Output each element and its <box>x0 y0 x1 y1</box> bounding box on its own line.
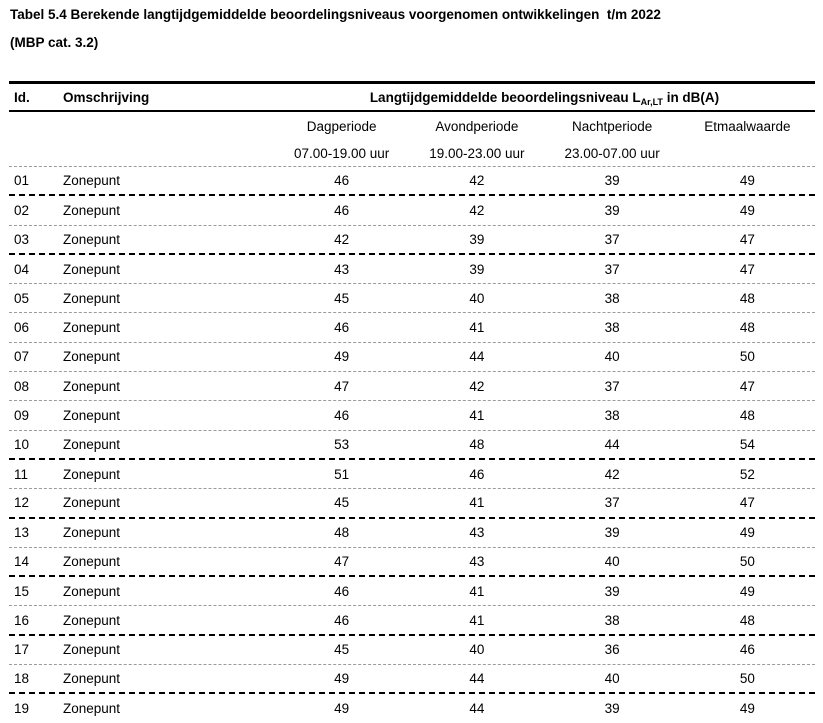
cell-nachtperiode-value: 37 <box>604 495 620 511</box>
cell-description: Zonepunt <box>63 495 121 511</box>
table-row <box>9 313 815 342</box>
cell-description: Zonepunt <box>63 320 121 336</box>
cell-dagperiode-value: 46 <box>334 612 350 628</box>
cell-id: 06 <box>14 320 30 336</box>
cell-avondperiode-value: 40 <box>469 642 485 658</box>
cell-id: 03 <box>14 231 30 247</box>
col-header-etmaalwaarde: Etmaalwaarde <box>704 119 791 134</box>
group-header-subscript: Ar,LT <box>640 96 663 107</box>
cell-etmaalwaarde-value: 47 <box>739 261 755 277</box>
table-row <box>9 548 815 577</box>
cell-id: 04 <box>14 261 30 277</box>
period-header-row <box>9 112 815 141</box>
cell-etmaalwaarde-value: 48 <box>739 408 755 424</box>
cell-id: 19 <box>14 700 30 716</box>
table-row <box>9 284 815 313</box>
cell-nachtperiode-value: 37 <box>604 231 620 247</box>
cell-description: Zonepunt <box>63 349 121 365</box>
table-row <box>9 196 815 225</box>
cell-avondperiode-value: 42 <box>469 173 485 189</box>
cell-avondperiode-value: 41 <box>469 583 485 599</box>
cell-description: Zonepunt <box>63 173 121 189</box>
cell-avondperiode-value: 44 <box>469 671 485 687</box>
table-row <box>9 372 815 401</box>
table-row <box>9 431 815 460</box>
cell-nachtperiode-value: 38 <box>604 320 620 336</box>
time-label-dagperiode: 07.00-19.00 uur <box>293 146 390 161</box>
cell-avondperiode-value: 43 <box>469 554 485 569</box>
cell-dagperiode-value: 46 <box>334 202 350 218</box>
group-header-prefix: Langtijdgemiddelde beoordelingsniveau L <box>369 89 641 105</box>
cell-description: Zonepunt <box>63 436 121 452</box>
cell-id: 08 <box>14 378 30 394</box>
cell-avondperiode-value: 46 <box>469 466 485 482</box>
cell-description: Zonepunt <box>63 525 121 541</box>
col-header-description: Omschrijving <box>63 89 150 105</box>
cell-nachtperiode-value: 39 <box>604 583 620 599</box>
cell-id: 11 <box>14 466 29 482</box>
cell-dagperiode-value: 51 <box>334 466 350 482</box>
table-title: Tabel 5.4 Berekende langtijdgemiddelde beoordelingsniveaus voorgenomen ontwikkelingen t/m 2022 <box>10 7 661 22</box>
table-row <box>9 226 815 255</box>
time-header-row <box>9 141 815 167</box>
table-body <box>9 167 815 723</box>
cell-id: 17 <box>14 642 30 658</box>
cell-description: Zonepunt <box>63 700 121 716</box>
col-header-id: Id. <box>14 89 30 105</box>
cell-id: 02 <box>14 202 30 218</box>
cell-id: 05 <box>14 290 30 306</box>
table-row <box>9 489 815 518</box>
cell-avondperiode-value: 44 <box>469 349 485 365</box>
cell-description: Zonepunt <box>63 612 121 628</box>
cell-id: 16 <box>14 612 30 628</box>
cell-nachtperiode-value: 39 <box>604 202 620 218</box>
cell-avondperiode-value: 48 <box>469 436 485 452</box>
cell-etmaalwaarde-value: 49 <box>739 202 755 218</box>
cell-avondperiode-value: 44 <box>469 700 485 716</box>
cell-description: Zonepunt <box>63 261 121 277</box>
cell-nachtperiode-value: 40 <box>604 554 620 569</box>
cell-id: 18 <box>14 671 30 687</box>
cell-dagperiode-value: 45 <box>334 642 350 658</box>
cell-id: 10 <box>14 436 30 452</box>
cell-dagperiode-value: 43 <box>334 261 350 277</box>
table-row <box>9 167 815 196</box>
cell-avondperiode-value: 40 <box>469 290 485 306</box>
cell-etmaalwaarde-value: 49 <box>739 700 755 716</box>
cell-etmaalwaarde-value: 47 <box>739 495 755 511</box>
cell-dagperiode-value: 46 <box>334 173 350 189</box>
cell-id: 07 <box>14 349 30 365</box>
cell-avondperiode-value: 42 <box>469 378 485 394</box>
cell-dagperiode-value: 46 <box>334 408 350 424</box>
cell-avondperiode-value: 41 <box>469 495 485 511</box>
cell-etmaalwaarde-value: 49 <box>739 525 755 541</box>
cell-nachtperiode-value: 37 <box>604 378 620 394</box>
cell-dagperiode-value: 46 <box>334 583 350 599</box>
cell-etmaalwaarde-value: 50 <box>739 671 755 687</box>
results-table <box>9 81 815 723</box>
table-row <box>9 460 815 489</box>
cell-description: Zonepunt <box>63 642 121 658</box>
cell-nachtperiode-value: 38 <box>604 612 620 628</box>
cell-etmaalwaarde-value: 47 <box>739 378 755 394</box>
table-header-row <box>9 84 815 112</box>
col-header-nachtperiode: Nachtperiode <box>571 119 653 134</box>
table-row <box>9 694 815 723</box>
cell-description: Zonepunt <box>63 408 121 424</box>
table-row <box>9 636 815 665</box>
table-row <box>9 577 815 606</box>
cell-description: Zonepunt <box>63 671 121 687</box>
cell-nachtperiode-value: 40 <box>604 671 620 687</box>
cell-dagperiode-value: 46 <box>334 320 350 336</box>
cell-description: Zonepunt <box>63 202 121 218</box>
cell-dagperiode-value: 48 <box>334 525 350 541</box>
table-row <box>9 519 815 548</box>
cell-nachtperiode-value: 36 <box>604 642 620 658</box>
cell-description: Zonepunt <box>63 466 121 482</box>
cell-id: 01 <box>14 173 30 189</box>
cell-avondperiode-value: 41 <box>469 408 485 424</box>
cell-avondperiode-value: 39 <box>469 261 485 277</box>
cell-avondperiode-value: 43 <box>469 525 485 541</box>
cell-etmaalwaarde-value: 50 <box>739 349 755 365</box>
cell-nachtperiode-value: 39 <box>604 700 620 716</box>
cell-nachtperiode-value: 39 <box>604 525 620 541</box>
cell-etmaalwaarde-value: 48 <box>739 290 755 306</box>
cell-dagperiode-value: 42 <box>334 231 350 247</box>
cell-avondperiode-value: 39 <box>469 231 485 247</box>
cell-etmaalwaarde-value: 49 <box>739 583 755 599</box>
cell-nachtperiode-value: 40 <box>604 349 620 365</box>
cell-id: 13 <box>14 525 30 541</box>
cell-etmaalwaarde-value: 48 <box>739 612 755 628</box>
col-group-header <box>274 90 815 105</box>
cell-dagperiode-value: 53 <box>334 436 350 452</box>
cell-etmaalwaarde-value: 46 <box>739 642 755 658</box>
cell-description: Zonepunt <box>63 554 121 569</box>
table-row <box>9 665 815 694</box>
cell-avondperiode-value: 42 <box>469 202 485 218</box>
cell-etmaalwaarde-value: 47 <box>739 231 755 247</box>
cell-nachtperiode-value: 38 <box>604 408 620 424</box>
cell-dagperiode-value: 49 <box>334 349 350 365</box>
col-header-dagperiode: Dagperiode <box>306 119 377 134</box>
cell-id: 14 <box>14 554 30 569</box>
cell-id: 12 <box>14 495 30 511</box>
cell-nachtperiode-value: 38 <box>604 290 620 306</box>
cell-id: 15 <box>14 583 30 599</box>
cell-dagperiode-value: 49 <box>334 700 350 716</box>
cell-etmaalwaarde-value: 49 <box>739 173 755 189</box>
time-label-avondperiode: 19.00-23.00 uur <box>429 146 525 161</box>
cell-avondperiode-value: 41 <box>469 320 485 336</box>
cell-dagperiode-value: 47 <box>334 554 350 569</box>
cell-dagperiode-value: 45 <box>334 495 350 511</box>
time-label-nachtperiode: 23.00-07.00 uur <box>564 146 660 161</box>
table-row <box>9 343 815 372</box>
cell-etmaalwaarde-value: 54 <box>739 436 755 452</box>
col-header-avondperiode: Avondperiode <box>435 119 519 134</box>
cell-dagperiode-value: 47 <box>334 378 350 394</box>
cell-dagperiode-value: 45 <box>334 290 350 306</box>
cell-description: Zonepunt <box>63 583 121 599</box>
group-header-suffix: in dB(A) <box>662 89 720 105</box>
cell-nachtperiode-value: 39 <box>604 173 620 189</box>
table-row <box>9 401 815 430</box>
cell-nachtperiode-value: 44 <box>604 436 620 452</box>
cell-dagperiode-value: 49 <box>334 671 350 687</box>
cell-id: 09 <box>14 408 30 424</box>
cell-nachtperiode-value: 37 <box>604 261 620 277</box>
table-subtitle: (MBP cat. 3.2) <box>10 35 99 50</box>
cell-description: Zonepunt <box>63 290 121 306</box>
table-row <box>9 606 815 635</box>
table-row <box>9 255 815 284</box>
cell-etmaalwaarde-value: 52 <box>739 466 755 482</box>
cell-description: Zonepunt <box>63 378 121 394</box>
cell-nachtperiode-value: 42 <box>604 466 620 482</box>
cell-avondperiode-value: 41 <box>469 612 485 628</box>
cell-etmaalwaarde-value: 48 <box>739 320 755 336</box>
cell-description: Zonepunt <box>63 231 121 247</box>
cell-etmaalwaarde-value: 50 <box>739 554 755 569</box>
